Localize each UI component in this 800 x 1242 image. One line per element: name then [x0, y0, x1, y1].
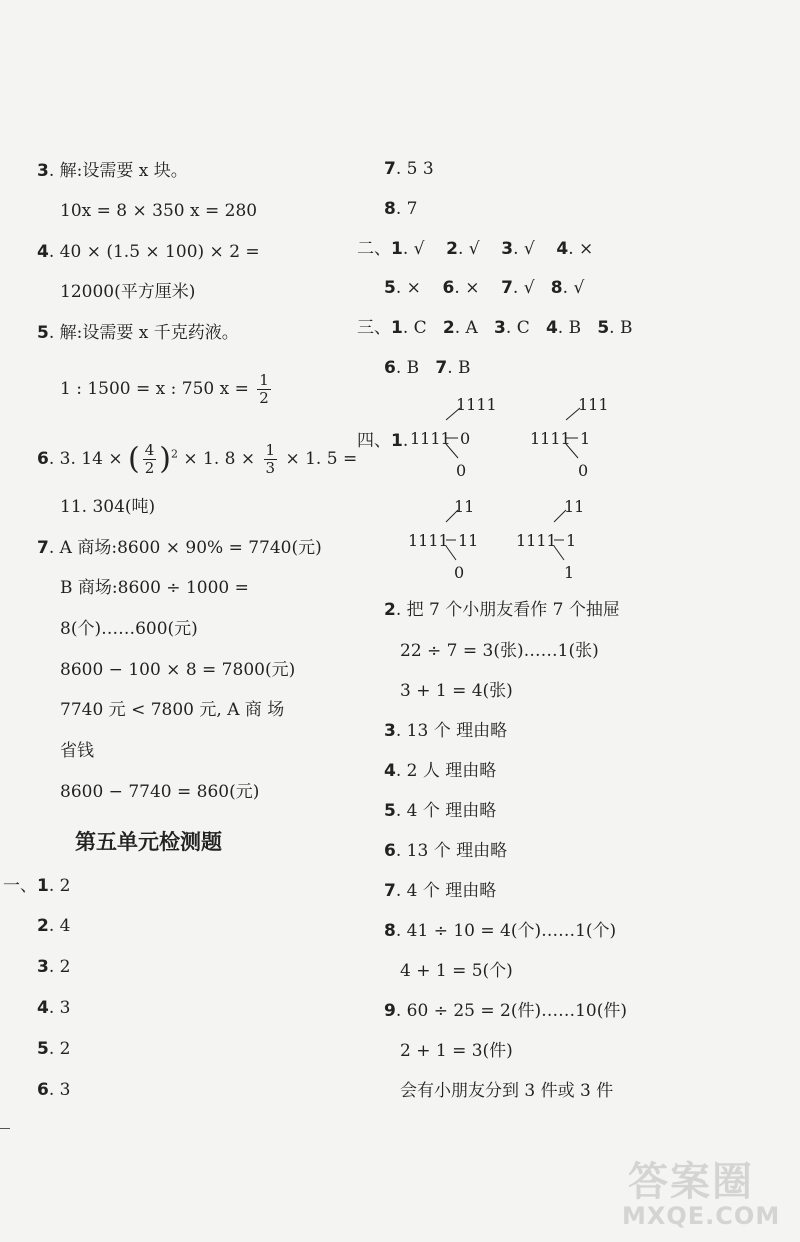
sec3-row-2: 6. B 7. B: [384, 358, 471, 378]
q6-fraction-1: $\frac{4}{2}$: [144, 441, 155, 477]
sec4-q9-line-1: 9. 60 ÷ 25 = 2(件)……10(件): [384, 1001, 628, 1021]
q5-fraction-denominator: 2: [259, 389, 269, 407]
sec4-q3: 3. 13 个 理由略: [384, 721, 508, 741]
sec4-q9-line-3: 会有小朋友分到 3 件或 3 件: [400, 1081, 614, 1101]
sec4-q8-line-1: 8. 41 ÷ 10 = 4(个)……1(个): [384, 921, 617, 941]
q4-continuation: 12000(平方厘米): [60, 282, 196, 302]
sec2-row-2: 5. × 6. × 7. √ 8. √: [384, 278, 585, 298]
watermark-url: MXQE.COM: [622, 1202, 781, 1230]
q7-line-4: 8600 − 100 × 8 = 7800(元): [60, 660, 296, 680]
tree-2-bot: 0: [578, 461, 589, 480]
q5-equation-text: 1 : 1500 = x : 750 x =: [60, 379, 249, 399]
tree-2-root: 1111: [530, 429, 571, 448]
q3-line: 3. 解:设需要 x 块。: [37, 161, 188, 181]
sec4-q2-line-2: 22 ÷ 7 = 3(张)……1(张): [400, 641, 599, 661]
tree-1-root: 1111: [410, 429, 451, 448]
s5-item-3: 3. 2: [37, 957, 71, 977]
sec4-q1-label: 四、1.: [357, 431, 409, 451]
sec4-q8-line-2: 4 + 1 = 5(个): [400, 961, 513, 981]
tree-1-mid: 0: [460, 429, 471, 448]
tree-3-mid: 11: [458, 531, 479, 550]
q5-fraction: [257, 372, 271, 407]
q3-equation: 10x = 8 × 350 x = 280: [60, 201, 258, 221]
sec4-q9-line-2: 2 + 1 = 3(件): [400, 1041, 513, 1061]
q6-lead: 3. 14 ×: [59, 449, 123, 469]
q7-line-1: 7. A 商场:8600 × 90% = 7740(元): [37, 538, 322, 558]
q5-fraction-numerator: 1: [259, 371, 269, 389]
q7-line-5: 7740 元 < 7800 元, A 商 场: [60, 700, 285, 720]
q6-mid: × 1. 8 ×: [183, 449, 256, 469]
q7-number: 7: [37, 538, 49, 558]
s5-item-5: 5. 2: [37, 1039, 71, 1059]
sec4-q6: 6. 13 个 理由略: [384, 841, 508, 861]
s5-item-1: 一、1. 2: [3, 876, 71, 896]
sec2-row-1: 二、1. √ 2. √ 3. √ 4. ×: [357, 239, 594, 259]
sec3-row-1: 三、1. C 2. A 3. C 4. B 5. B: [357, 318, 633, 338]
q5-number: 5: [37, 323, 49, 343]
section-title: 第五单元检测题: [75, 830, 222, 854]
s5-item-2: 2. 4: [37, 916, 71, 936]
q3-text: :设需要 x 块。: [76, 161, 188, 181]
tree-2-mid: 1: [580, 429, 591, 448]
q7-line-7: 8600 − 7740 = 860(元): [60, 782, 260, 802]
q4-line: 4. 40 × (1.5 × 100) × 2 =: [37, 242, 260, 262]
q3-number: 3: [37, 161, 49, 181]
q6-fraction-2: $\frac{1}{3}$: [265, 441, 276, 477]
q7-line-3: 8(个)……600(元): [60, 619, 198, 639]
q3-solve-label: 解: [59, 161, 77, 181]
r-q7: 7. 5 3: [384, 159, 434, 179]
tree-4-root: 1111: [516, 531, 557, 550]
q5-text: :设需要 x 千克药液。: [76, 323, 239, 343]
tree-1-top: 1111: [456, 395, 497, 414]
tree-1-bot: 0: [456, 461, 467, 480]
q4-text: 40 × (1.5 × 100) × 2 =: [59, 242, 260, 262]
watermark-logo: 答案圈: [628, 1159, 754, 1205]
sec4-q7: 7. 4 个 理由略: [384, 881, 497, 901]
q6-line: 6. 3. 14 × ( $\frac{4}{2}$ )$^2$ × 1. 8 × $\frac{1}{3}$ × 1. 5 =: [37, 441, 358, 477]
q4-number: 4: [37, 242, 49, 262]
sec4-q2-line-1: 2. 把 7 个小朋友看作 7 个抽屉: [384, 600, 620, 620]
tree-4-top: 11: [564, 497, 585, 516]
tree-2-top: 111: [578, 395, 609, 414]
r-q8: 8. 7: [384, 199, 418, 219]
q7-line-6: 省钱: [60, 741, 94, 761]
q6-number: 6: [37, 449, 49, 469]
s5-item-4: 4. 3: [37, 998, 71, 1018]
q6-tail: × 1. 5 =: [285, 449, 358, 469]
q5-line: 5. 解:设需要 x 千克药液。: [37, 323, 239, 343]
sec4-q5: 5. 4 个 理由略: [384, 801, 497, 821]
q5-solve-label: 解: [59, 323, 77, 343]
tree-3-root: 1111: [408, 531, 449, 550]
q5-equation: [60, 372, 274, 407]
q7-line-2: B 商场:8600 ÷ 1000 =: [60, 578, 249, 598]
sec4-q4: 4. 2 人 理由略: [384, 761, 497, 781]
tree-4-mid: 1: [566, 531, 577, 550]
tree-4-bot: 1: [564, 563, 575, 582]
sec4-q2-line-3: 3 + 1 = 4(张): [400, 681, 513, 701]
q6-exponent: 2: [170, 447, 178, 461]
s5-item-6: 6. 3: [37, 1080, 71, 1100]
q6-continuation: 11. 304(吨): [60, 497, 156, 517]
page-edge-mark: [0, 1128, 10, 1129]
tree-3-bot: 0: [454, 563, 465, 582]
tree-3-top: 11: [454, 497, 475, 516]
